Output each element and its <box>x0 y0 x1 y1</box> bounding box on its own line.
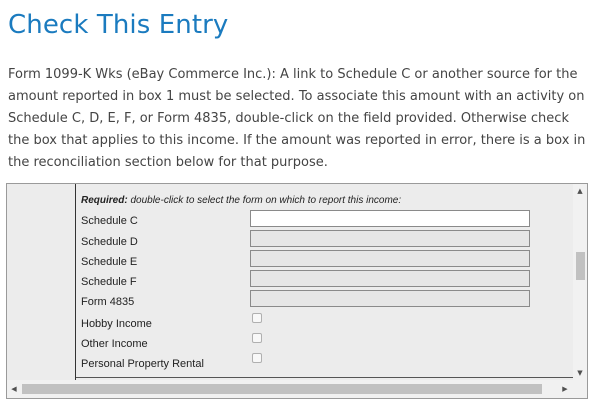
schedule-d-field[interactable] <box>250 230 530 247</box>
required-label: Required: <box>81 195 128 206</box>
required-instruction <box>81 195 401 206</box>
scroll-down-icon[interactable]: ▼ <box>577 369 583 377</box>
hobby-income-label: Hobby Income <box>81 318 152 330</box>
required-text: double-click to select the form on which to report this income: <box>130 195 402 206</box>
form-4835-field[interactable] <box>250 290 530 307</box>
scroll-up-icon[interactable]: ▲ <box>577 187 583 195</box>
scroll-right-icon[interactable]: ▶ <box>562 385 568 393</box>
schedule-e-field[interactable] <box>250 250 530 267</box>
panel-bottom-rule <box>76 377 573 378</box>
other-income-label: Other Income <box>81 338 148 350</box>
scroll-left-icon[interactable]: ◀ <box>11 385 17 393</box>
schedule-c-field[interactable] <box>250 210 530 227</box>
schedule-f-label: Schedule F <box>81 276 137 288</box>
personal-property-rental-checkbox[interactable] <box>252 353 262 363</box>
schedule-d-label: Schedule D <box>81 236 138 248</box>
panel-content <box>76 184 573 380</box>
schedule-f-field[interactable] <box>250 270 530 287</box>
vertical-scrollbar[interactable] <box>573 184 587 380</box>
horizontal-scrollbar[interactable] <box>7 380 587 398</box>
hobby-income-checkbox[interactable] <box>252 313 262 323</box>
schedule-e-label: Schedule E <box>81 256 138 268</box>
other-income-checkbox[interactable] <box>252 333 262 343</box>
intro-paragraph: Form 1099-K Wks (eBay Commerce Inc.): A link to Schedule C or another source for the amount reported in box 1 must be selected. To associate this amount with an activity on Schedule C, D, E, F, or Form 4835, double-click on the field provided. Otherwise check the box that applies to this income. If the amount was reported in error, there is a box in the reconciliation section below for that purpose. <box>8 67 586 170</box>
page-title: Check This Entry <box>8 10 229 40</box>
form-4835-label: Form 4835 <box>81 296 135 308</box>
panel-gutter <box>7 184 75 380</box>
personal-property-rental-label: Personal Property Rental <box>81 358 204 370</box>
schedule-link-panel <box>6 183 588 399</box>
vertical-scroll-thumb[interactable] <box>576 252 585 280</box>
schedule-c-label: Schedule C <box>81 215 138 227</box>
horizontal-scroll-thumb[interactable] <box>22 384 542 394</box>
